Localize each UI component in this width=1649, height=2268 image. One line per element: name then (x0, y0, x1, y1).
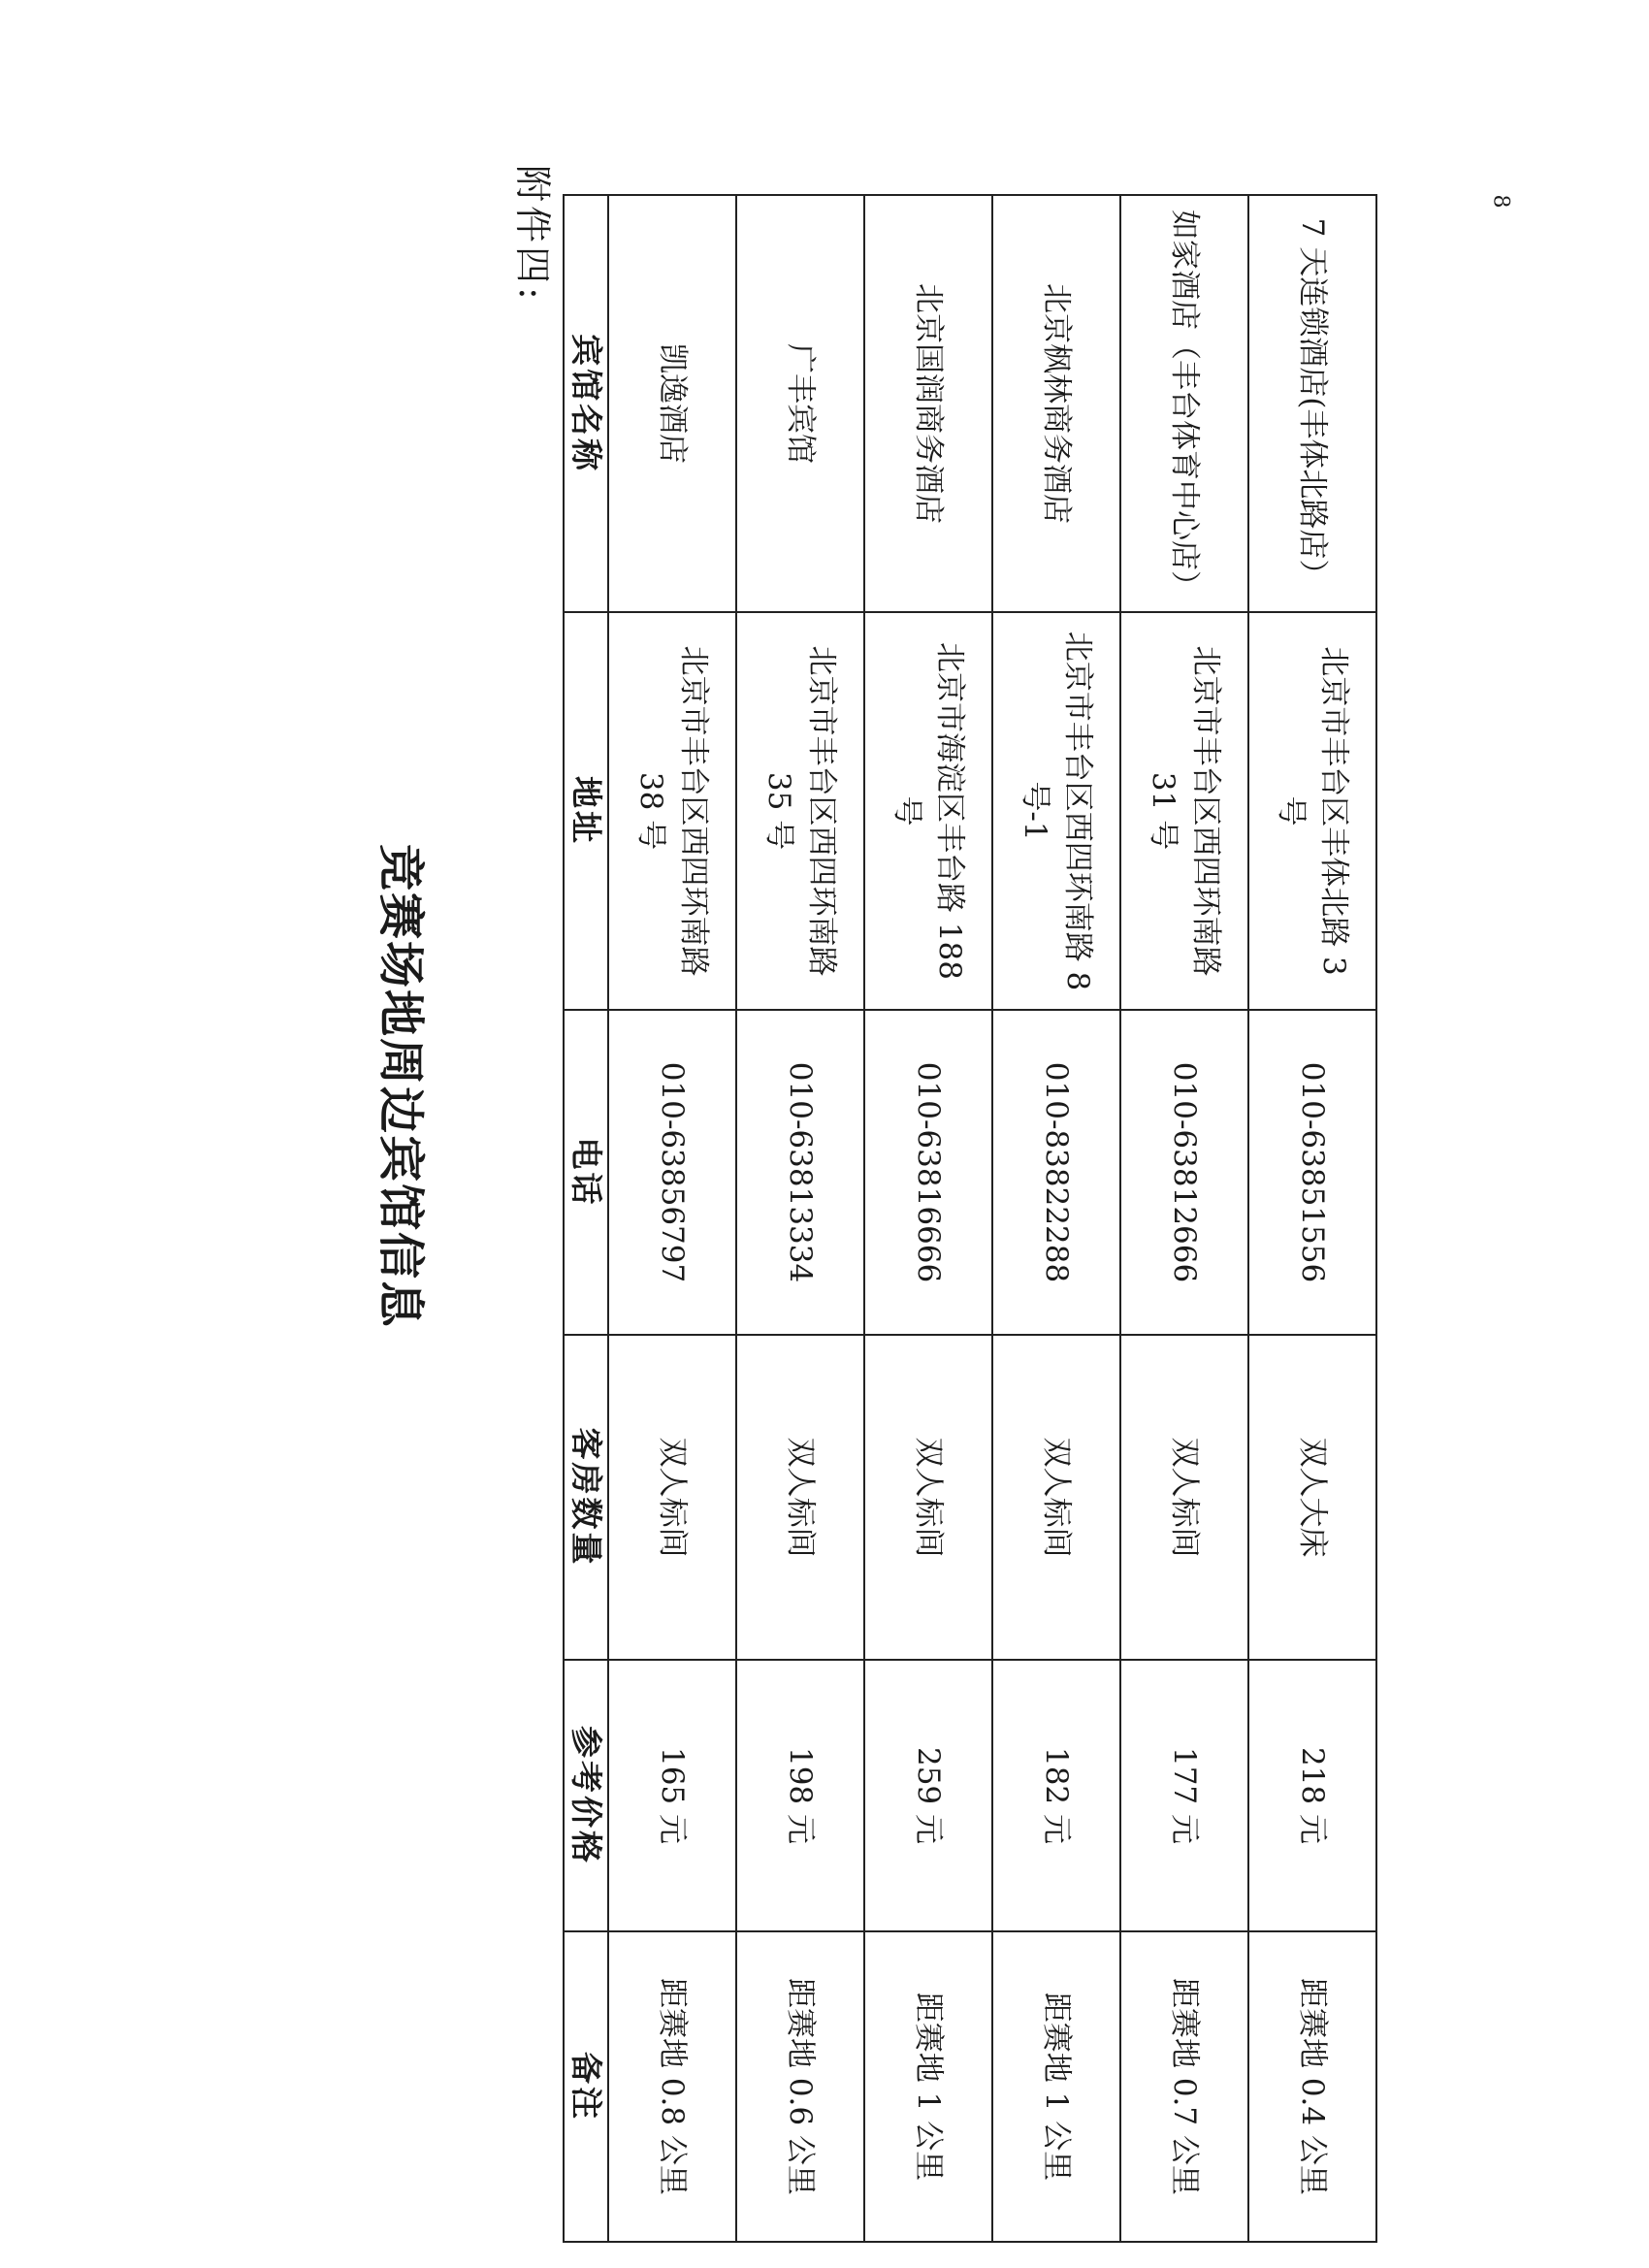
page-title: 竞赛场地周边宾馆信息 (373, 843, 428, 1329)
hotel-table (563, 194, 1377, 2243)
cell-phone: 010-63851556 (1248, 1010, 1376, 1335)
cell-room: 双人标间 (1120, 1335, 1248, 1660)
cell-address: 北京市丰台区丰体北路 3 号 (1248, 612, 1376, 1010)
cell-room: 双人大床 (1248, 1335, 1376, 1660)
table-header-row (564, 195, 608, 2242)
rotated-page-content (281, 165, 1377, 2195)
table-row (992, 195, 1120, 2242)
page-number: 8 (1488, 194, 1513, 209)
table-row (864, 195, 992, 2242)
cell-address: 北京市海淀区丰台路 188 号 (864, 612, 992, 1010)
cell-note: 距赛地 1 公里 (992, 1931, 1120, 2242)
cell-price: 177 元 (1120, 1660, 1248, 1931)
cell-price: 182 元 (992, 1660, 1120, 1931)
cell-price: 165 元 (608, 1660, 736, 1931)
cell-hotel-name: 7 天连锁酒店(丰体北路店） (1248, 195, 1376, 612)
cell-room: 双人标间 (992, 1335, 1120, 1660)
cell-note: 距赛地 0.7 公里 (1120, 1931, 1248, 2242)
cell-hotel-name: 北京国润商务酒店 (864, 195, 992, 612)
cell-note: 距赛地 0.6 公里 (736, 1931, 864, 2242)
cell-phone: 010-63812666 (1120, 1010, 1248, 1335)
cell-price: 218 元 (1248, 1660, 1376, 1931)
cell-address: 北京市丰台区西四环南路 8 号-1 (992, 612, 1120, 1010)
table-row (1248, 195, 1376, 2242)
table-row (1120, 195, 1248, 2242)
attachment-label: 附件四: (511, 165, 554, 304)
cell-hotel-name: 凯逸酒店 (608, 195, 736, 612)
cell-hotel-name: 如家酒店（丰台体育中心店） (1120, 195, 1248, 612)
header-price: 参考价格 (564, 1660, 608, 1931)
table-row (736, 195, 864, 2242)
cell-hotel-name: 广丰宾馆 (736, 195, 864, 612)
cell-address: 北京市丰台区西四环南路 35 号 (736, 612, 864, 1010)
cell-phone: 010-63813334 (736, 1010, 864, 1335)
header-address: 地址 (564, 612, 608, 1010)
header-phone: 电话 (564, 1010, 608, 1335)
cell-price: 198 元 (736, 1660, 864, 1931)
cell-hotel-name: 北京枫林商务酒店 (992, 195, 1120, 612)
cell-room: 双人标间 (736, 1335, 864, 1660)
cell-address: 北京市丰台区西四环南路 38 号 (608, 612, 736, 1010)
cell-phone: 010-83822288 (992, 1010, 1120, 1335)
table-row (608, 195, 736, 2242)
cell-note: 距赛地 1 公里 (864, 1931, 992, 2242)
cell-note: 距赛地 0.8 公里 (608, 1931, 736, 2242)
header-room: 客房数量 (564, 1335, 608, 1660)
cell-address: 北京市丰台区西四环南路 31 号 (1120, 612, 1248, 1010)
cell-note: 距赛地 0.4 公里 (1248, 1931, 1376, 2242)
cell-room: 双人标间 (864, 1335, 992, 1660)
cell-room: 双人标间 (608, 1335, 736, 1660)
header-note: 备注 (564, 1931, 608, 2242)
cell-phone: 010-63816666 (864, 1010, 992, 1335)
header-hotel-name: 宾馆名称 (564, 195, 608, 612)
cell-phone: 010-63856797 (608, 1010, 736, 1335)
cell-price: 259 元 (864, 1660, 992, 1931)
